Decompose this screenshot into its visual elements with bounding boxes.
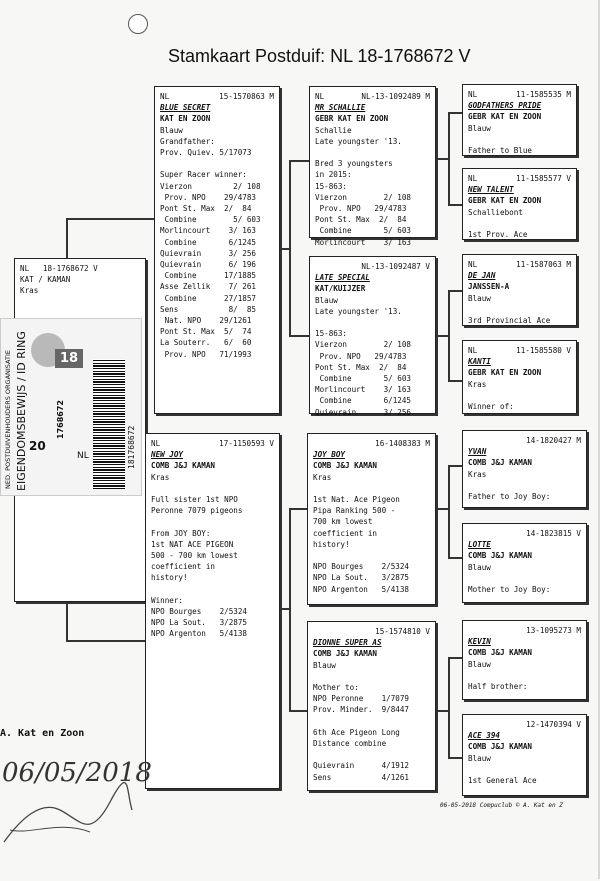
card-line — [468, 764, 581, 775]
pedigree-card-sire[interactable] — [154, 86, 280, 414]
card-line: Grandfather: — [160, 136, 215, 146]
connector-line — [279, 608, 291, 610]
ring-prefix: 20 — [29, 439, 46, 453]
card-breeder: KAT EN ZOON — [160, 114, 211, 124]
card-color: Blauw — [160, 125, 183, 135]
card-line: Quievrain 3/ 256 — [315, 407, 412, 417]
card-line — [160, 158, 274, 169]
connector-line — [448, 657, 450, 757]
card-color: Blauw — [468, 659, 491, 669]
card-line: 1st Prov. Ace — [468, 230, 528, 240]
card-line: Prov. NPO 29/4783 — [315, 351, 407, 361]
card-line: From JOY BOY: — [151, 528, 211, 538]
page-title: Stamkaart Postduif: NL 18-1768672 V — [168, 46, 471, 66]
pedigree-card-dds[interactable] — [462, 620, 587, 700]
barcode — [93, 359, 125, 489]
card-prefix: NL — [160, 92, 170, 101]
subject-name: KAT / KAMAN — [20, 275, 71, 285]
card-line: Late youngster '13. — [315, 136, 402, 146]
card-line: Distance combine — [313, 739, 387, 749]
card-line: coefficient in — [313, 528, 378, 538]
pedigree-card-dam[interactable] — [145, 433, 280, 789]
card-lines — [468, 573, 581, 595]
card-line — [313, 550, 430, 561]
card-ring: 13-1095273 M — [526, 626, 581, 635]
connector-line — [66, 218, 68, 260]
connector-line — [436, 335, 450, 337]
card-line: Father to Blue — [468, 146, 533, 156]
card-lines — [313, 483, 430, 595]
card-line: Bred 3 youngsters — [315, 159, 393, 169]
card-line: La Souterr. 6/ 60 — [160, 338, 252, 348]
card-line: Super Racer winner: — [160, 170, 247, 180]
card-line: history! — [313, 539, 350, 549]
card-line — [313, 749, 430, 760]
subject-prefix: NL — [20, 264, 30, 273]
card-breeder: COMB J&J KAMAN — [468, 458, 533, 468]
card-color: Schallie — [315, 125, 352, 135]
card-line: Sens 8/ 85 — [160, 304, 257, 314]
card-color: Kras — [468, 379, 487, 389]
card-line: Pont St. Max 2/ 84 — [160, 204, 252, 214]
card-line: Sens 4/1261 — [313, 772, 410, 782]
connector-line — [66, 640, 154, 642]
card-lines — [468, 218, 571, 240]
connector-line — [448, 380, 462, 382]
card-name: DIONNE SUPER AS — [313, 638, 382, 648]
card-breeder: GEBR KAT EN ZOON — [468, 196, 542, 206]
connector-line — [448, 465, 450, 557]
card-breeder: GEBR KAT EN ZOON — [315, 114, 389, 124]
connector-line — [448, 557, 462, 559]
card-name: JOY BOY — [313, 450, 346, 460]
card-line: 500 - 700 km lowest — [151, 551, 238, 561]
card-line: Combine 27/1857 — [160, 293, 257, 303]
connector-line — [448, 465, 462, 467]
connector-line — [448, 112, 462, 114]
card-line: Nat. NPO 29/1261 — [160, 316, 252, 326]
card-line: NPO La Sout. 3/2875 — [313, 573, 410, 583]
ring-org-text: NED. POSTDUIVENHOUDERS ORGANISATIE — [4, 350, 12, 489]
card-line — [468, 304, 571, 315]
card-breeder: COMB J&J KAMAN — [151, 461, 216, 471]
card-line: Morlincourt 3/ 163 — [315, 385, 412, 395]
connector-line — [436, 710, 450, 712]
footer-text: 06-05-2018 Compuclub © A. Kat en Z — [440, 802, 563, 809]
card-prefix: NL — [468, 346, 478, 355]
connector-line — [66, 218, 154, 220]
card-line: 1st Nat. Ace Pigeon — [313, 495, 400, 505]
card-name: LOTTE — [468, 540, 491, 550]
card-line: Pont St. Max 2/ 84 — [315, 215, 407, 225]
pedigree-card-ssd[interactable] — [462, 168, 577, 240]
card-ring: 14-1820427 M — [526, 436, 581, 445]
card-line: Combine 5/ 603 — [315, 226, 412, 236]
card-breeder: GEBR KAT EN ZOON — [468, 368, 542, 378]
card-prefix: NL — [468, 90, 478, 99]
pedigree-card-sire-dam[interactable] — [309, 256, 436, 417]
card-line — [313, 671, 430, 682]
card-color: Blauw — [468, 123, 491, 133]
ring-nl: NL — [77, 451, 89, 461]
ring-label — [0, 318, 142, 496]
card-line: Mother to Joy Boy: — [468, 585, 551, 595]
card-line — [468, 480, 581, 491]
ring-year: 18 — [55, 349, 83, 368]
connector-line — [448, 757, 462, 759]
card-lines — [468, 390, 571, 412]
card-line: Vierzon 2/ 108 — [315, 340, 412, 350]
card-color: Blauw — [313, 660, 336, 670]
subject-ring: 18-1768672 V — [42, 264, 98, 273]
card-line: Pont St. Max 2/ 84 — [315, 362, 407, 372]
card-prefix: NL — [468, 174, 478, 183]
pedigree-card-dam-sire[interactable] — [307, 433, 436, 605]
card-ring: 11-1585580 V — [516, 346, 571, 355]
card-ring: 11-1585577 V — [516, 174, 571, 183]
card-line — [313, 716, 430, 727]
subject-color: Kras — [20, 286, 39, 296]
pedigree-card-sds[interactable] — [462, 254, 577, 326]
card-name: NEW JOY — [151, 450, 184, 460]
card-line — [468, 218, 571, 229]
card-line: 700 km lowest — [313, 517, 373, 527]
card-line: NPO Peronne 1/7079 — [313, 694, 410, 704]
card-line: 1st General Ace — [468, 776, 537, 786]
card-prefix: NL — [315, 92, 325, 101]
punch-hole — [128, 14, 148, 34]
card-name: ACE 394 — [468, 731, 501, 741]
connector-line — [448, 204, 462, 206]
card-line — [151, 516, 274, 527]
card-breeder: COMB J&J KAMAN — [468, 551, 533, 561]
ring-eigendom-text: EIGENDOMSBEWIJS / ID RING — [15, 331, 28, 491]
card-name: KANTI — [468, 357, 491, 367]
ring-number: 1768672 — [56, 400, 65, 439]
card-line: Quievrain 4/1912 — [313, 761, 410, 771]
card-line: Combine 5/ 603 — [315, 374, 412, 384]
card-line — [315, 147, 430, 158]
card-ring: NL-13-1092489 M — [361, 92, 430, 101]
card-line: Combine 6/1245 — [315, 396, 412, 406]
card-breeder: COMB J&J KAMAN — [313, 461, 378, 471]
card-lines — [468, 480, 581, 502]
card-ring: 15-1570863 M — [219, 92, 274, 101]
card-line: Prov. Minder. 9/8447 — [313, 705, 410, 715]
card-breeder: COMB J&J KAMAN — [468, 742, 533, 752]
card-line: Prov. NPO 29/4783 — [315, 204, 407, 214]
card-lines — [468, 764, 581, 786]
card-lines — [468, 304, 571, 326]
connector-line — [448, 657, 462, 659]
card-lines — [468, 670, 581, 692]
card-line: Prov. NPO 29/4783 — [160, 192, 257, 202]
card-breeder: KAT/KUIJZER — [315, 284, 366, 294]
card-color: Kras — [468, 469, 487, 479]
card-ring: 12-1470394 V — [526, 720, 581, 729]
card-line: history! — [151, 573, 188, 583]
card-line — [468, 573, 581, 584]
card-line — [468, 670, 581, 681]
card-line — [468, 134, 571, 145]
card-breeder: JANSSEN-A — [468, 282, 510, 292]
card-ring: 17-1150593 V — [219, 439, 274, 448]
card-color: Blauw — [315, 295, 338, 305]
connector-line — [289, 710, 307, 712]
connector-line — [289, 508, 307, 510]
card-prefix: NL — [468, 260, 478, 269]
pedigree-card-sire-sire[interactable] — [309, 86, 436, 247]
pedigree-card-dss[interactable] — [462, 430, 587, 508]
card-prefix: NL — [151, 439, 161, 448]
card-line: NPO La Sout. 3/2875 — [151, 618, 248, 628]
card-breeder: COMB J&J KAMAN — [313, 649, 378, 659]
card-ring: 11-1585535 M — [516, 90, 571, 99]
card-line — [151, 483, 274, 494]
card-line: NPO Bourges 2/5324 — [151, 607, 248, 617]
barcode-number: 181768672 — [127, 425, 136, 469]
card-line: Pipa Ranking 500 - — [313, 506, 396, 516]
pedigree-card-dam-dam[interactable] — [307, 621, 436, 791]
card-line: 3rd Provincial Ace — [468, 316, 551, 326]
card-line: Father to Joy Boy: — [468, 492, 551, 502]
card-color: Kras — [151, 472, 170, 482]
card-line: Combine 6/1245 — [160, 237, 257, 247]
card-line: Peronne 7079 pigeons — [151, 506, 243, 516]
card-line: Winner: — [151, 595, 184, 605]
card-line: 15-863: — [315, 181, 348, 191]
card-line: Asse Zellik 7/ 261 — [160, 282, 257, 292]
card-line: NPO Bourges 2/5324 — [313, 562, 410, 572]
connector-line — [436, 158, 450, 160]
card-name: NEW TALENT — [468, 185, 514, 195]
card-lines — [160, 136, 274, 360]
pedigree-card-sss[interactable] — [462, 84, 577, 156]
card-ring: 15-1574810 V — [375, 627, 430, 636]
signature — [0, 780, 140, 850]
card-line: NPO Argenton 5/4138 — [313, 584, 410, 594]
card-line: Morlincourt 3/ 163 — [315, 237, 412, 247]
connector-line — [279, 248, 291, 250]
card-name: BLUE SECRET — [160, 103, 211, 113]
card-line: Pont St. Max 5/ 74 — [160, 327, 252, 337]
card-line: Quievrain 3/ 256 — [160, 248, 257, 258]
card-line: Half brother: — [468, 682, 528, 692]
card-line: 6th Ace Pigeon Long — [313, 727, 400, 737]
card-line — [315, 317, 430, 328]
card-name: KEVIN — [468, 637, 491, 647]
card-ring: 16-1408383 M — [375, 439, 430, 448]
card-lines — [315, 306, 430, 418]
card-color: Blauw — [468, 753, 491, 763]
card-line: 15-863: — [315, 329, 348, 339]
pedigree-card-dsd[interactable] — [462, 523, 587, 603]
card-lines — [468, 134, 571, 156]
card-lines — [313, 671, 430, 783]
pedigree-card-ddd[interactable] — [462, 714, 587, 796]
card-line: Quievrain 6/ 196 — [160, 260, 257, 270]
connector-line — [289, 160, 309, 162]
card-color: Kras — [313, 472, 332, 482]
card-lines — [315, 136, 430, 248]
connector-line — [448, 290, 462, 292]
handwritten-date: 06/05/2018 — [2, 758, 152, 788]
card-color: Blauw — [468, 562, 491, 572]
card-color: Schalliebont — [468, 207, 523, 217]
card-line: NPO Argenton 5/4138 — [151, 629, 248, 639]
card-name: GODFATHERS PRIDE — [468, 101, 542, 111]
card-ring: NL-13-1092487 V — [361, 262, 430, 271]
card-line: Mother to: — [313, 683, 359, 693]
card-name: MR SCHALLIE — [315, 103, 366, 113]
card-line: in 2015: — [315, 170, 352, 180]
card-ring: 11-1587063 M — [516, 260, 571, 269]
owner-name: A. Kat en Zoon — [0, 728, 85, 739]
card-line: Morlincourt 3/ 163 — [160, 226, 257, 236]
card-color: Blauw — [468, 293, 491, 303]
card-ring: 14-1823815 V — [526, 529, 581, 538]
connector-line — [289, 335, 309, 337]
card-line — [468, 390, 571, 401]
card-line: Combine 17/1885 — [160, 271, 257, 281]
card-line: Winner of: — [468, 402, 514, 412]
card-line — [313, 483, 430, 494]
card-lines — [151, 483, 274, 640]
card-line: 1st NAT ACE PIGEON — [151, 539, 234, 549]
card-breeder: COMB J&J KAMAN — [468, 648, 533, 658]
card-line: Full sister 1st NPO — [151, 495, 238, 505]
card-line: Combine 5/ 603 — [160, 215, 261, 225]
connector-line — [436, 508, 450, 510]
connector-line — [66, 600, 68, 642]
card-name: YVAN — [468, 447, 487, 457]
card-name: LATE SPECIAL — [315, 273, 370, 283]
card-name: DE JAN — [468, 271, 496, 281]
card-breeder: GEBR KAT EN ZOON — [468, 112, 542, 122]
card-line: Late youngster '13. — [315, 306, 402, 316]
card-line — [151, 584, 274, 595]
card-line: Vierzon 2/ 108 — [160, 181, 261, 191]
pedigree-card-sdd[interactable] — [462, 340, 577, 414]
card-line: Prov. NPO 71/1993 — [160, 349, 252, 359]
card-line: Prov. Quiev. 5/17073 — [160, 148, 252, 158]
card-line: coefficient in — [151, 562, 216, 572]
card-line: Vierzon 2/ 108 — [315, 192, 412, 202]
